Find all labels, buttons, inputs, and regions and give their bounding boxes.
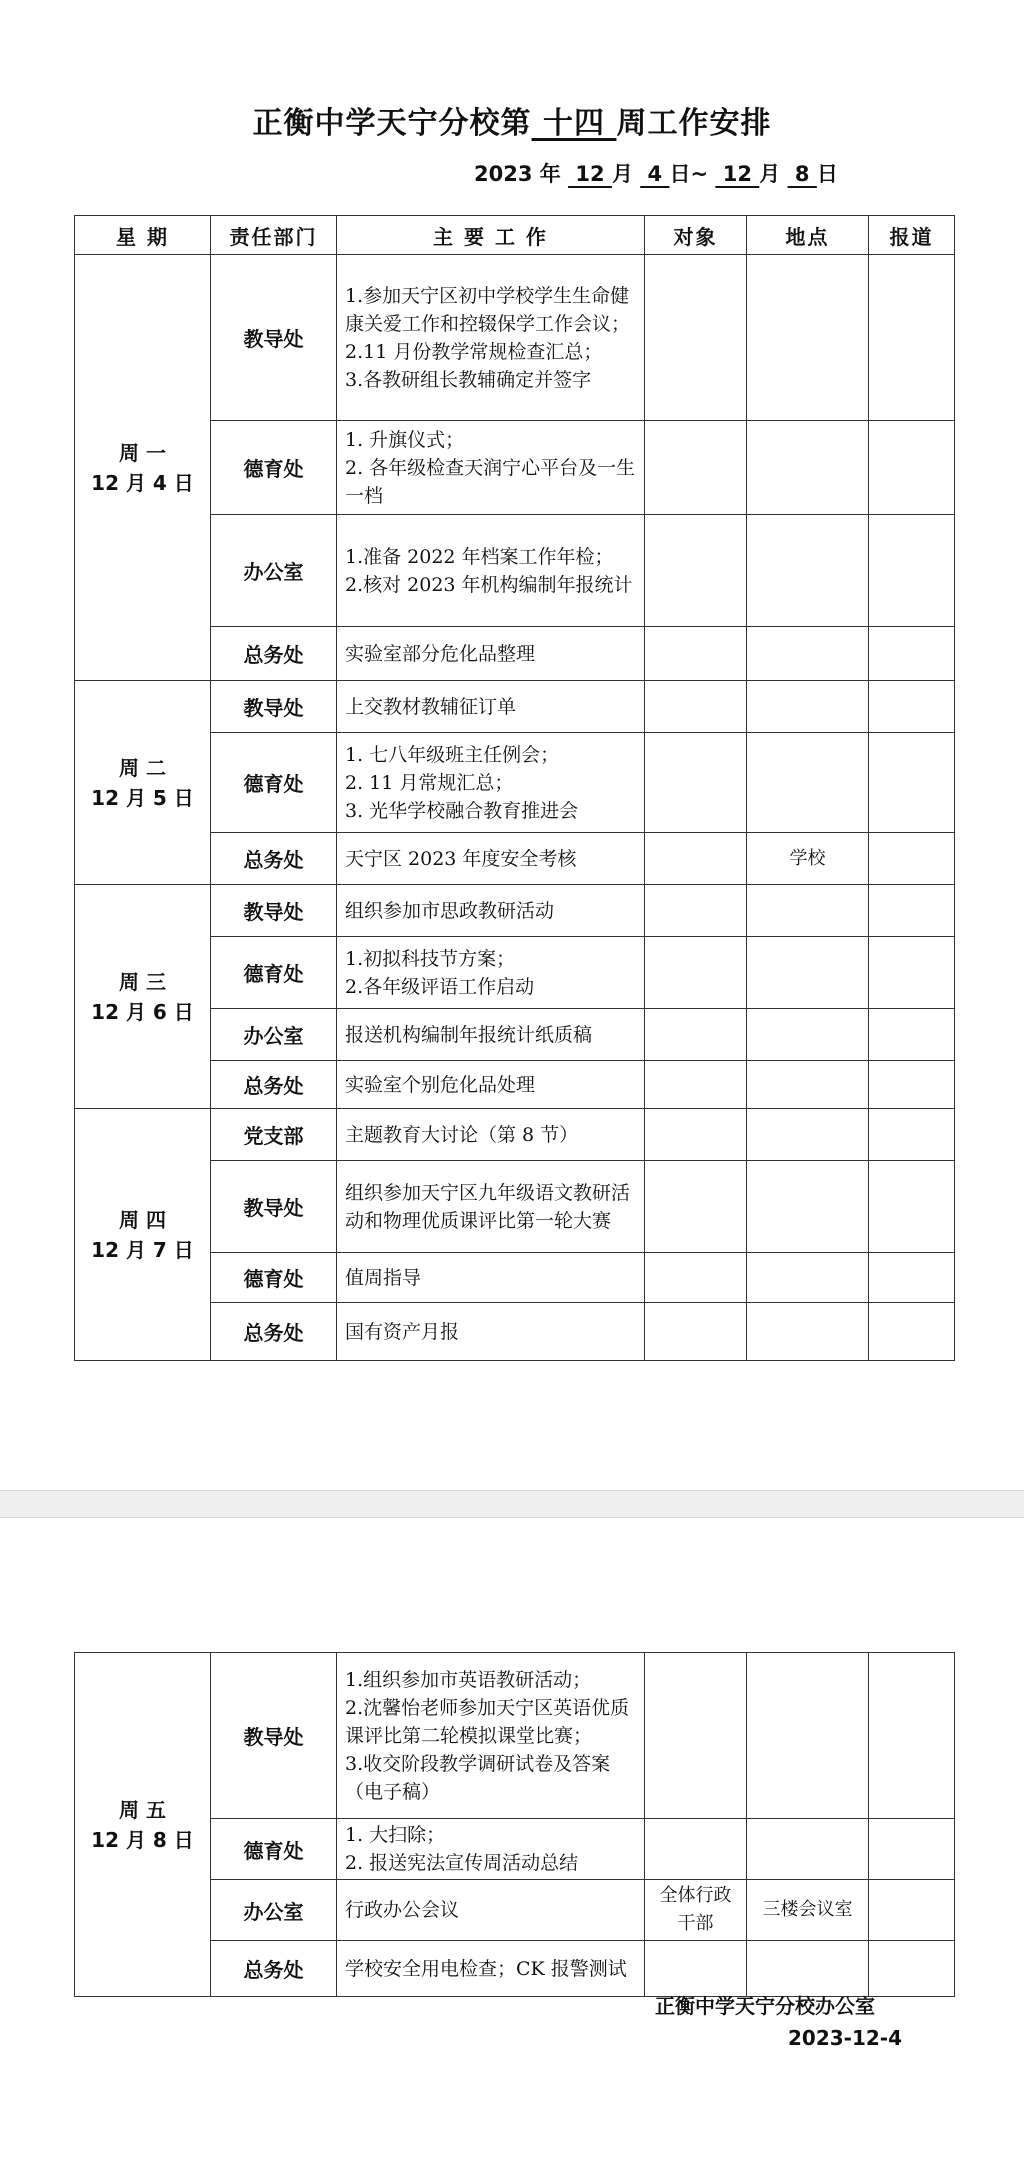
page-separator [0,1490,1024,1518]
issue-date: 2023-12-4 [788,2026,903,2050]
work-cell: 1. 大扫除； 2. 报送宪法宣传周活动总结 [337,1819,645,1880]
day-label: 周 一 12 月 4 日 [75,255,211,681]
report-cell [869,515,955,627]
work-cell: 天宁区 2023 年度安全考核 [337,833,645,885]
department-cell: 教导处 [211,681,337,733]
department-cell: 教导处 [211,1161,337,1253]
work-cell: 1.初拟科技节方案； 2.各年级评语工作启动 [337,937,645,1009]
place-cell [747,1109,869,1161]
table-row [75,255,955,421]
report-cell [869,1161,955,1253]
table-row [75,681,955,733]
day-label: 周 五 12 月 8 日 [75,1653,211,1997]
target-cell [645,421,747,515]
place-cell [747,1653,869,1819]
target-cell [645,733,747,833]
target-cell [645,1109,747,1161]
target-cell [645,515,747,627]
department-cell: 办公室 [211,1009,337,1061]
target-cell [645,937,747,1009]
date-range: 2023 年 12 月 4 日~ 12 月 8 日 [474,162,838,186]
day-label: 周 三 12 月 6 日 [75,885,211,1109]
work-cell: 1.组织参加市英语教研活动； 2.沈馨怡老师参加天宁区英语优质课评比第二轮模拟课堂比赛； 3.收交阶段教学调研试卷及答案（电子稿） [337,1653,645,1819]
target-cell [645,627,747,681]
report-cell [869,421,955,515]
target-cell [645,885,747,937]
day-label: 周 四 12 月 7 日 [75,1109,211,1361]
report-cell [869,1653,955,1819]
place-cell [747,515,869,627]
department-cell: 总务处 [211,1061,337,1109]
page-title [0,98,1024,142]
work-cell: 组织参加天宁区九年级语文教研活动和物理优质课评比第一轮大赛 [337,1161,645,1253]
col-header-place: 地点 [747,216,869,255]
department-cell: 教导处 [211,885,337,937]
place-cell [747,1009,869,1061]
work-cell: 实验室个别危化品处理 [337,1061,645,1109]
department-cell: 办公室 [211,515,337,627]
place-cell [747,255,869,421]
col-header-dept: 责任部门 [211,216,337,255]
target-cell [645,1009,747,1061]
col-header-work: 主 要 工 作 [337,216,645,255]
department-cell: 党支部 [211,1109,337,1161]
department-cell: 教导处 [211,255,337,421]
report-cell [869,1941,955,1997]
department-cell: 总务处 [211,833,337,885]
place-cell [747,1303,869,1361]
work-cell: 1. 升旗仪式； 2. 各年级检查天润宁心平台及一生一档 [337,421,645,515]
department-cell: 总务处 [211,1303,337,1361]
department-cell: 德育处 [211,733,337,833]
place-cell: 学校 [747,833,869,885]
title-suffix: 周工作安排 [616,106,772,141]
target-cell: 全体行政 干部 [645,1880,747,1941]
department-cell: 办公室 [211,1880,337,1941]
place-cell [747,885,869,937]
report-cell [869,1109,955,1161]
target-cell [645,681,747,733]
col-header-report: 报道 [869,216,955,255]
report-cell [869,1880,955,1941]
work-cell: 国有资产月报 [337,1303,645,1361]
table-header-row [75,216,955,255]
work-cell: 1.准备 2022 年档案工作年检； 2.核对 2023 年机构编制年报统计 [337,515,645,627]
target-cell [645,1819,747,1880]
place-cell [747,681,869,733]
schedule-table-continued [74,1652,955,1997]
report-cell [869,681,955,733]
target-cell [645,1303,747,1361]
title-prefix: 正衡中学天宁分校第 [252,106,532,141]
work-cell: 学校安全用电检查；CK 报警测试 [337,1941,645,1997]
place-cell [747,627,869,681]
report-cell [869,733,955,833]
report-cell [869,885,955,937]
work-cell: 主题教育大讨论（第 8 节） [337,1109,645,1161]
target-cell [645,1061,747,1109]
report-cell [869,937,955,1009]
department-cell: 总务处 [211,627,337,681]
report-cell [869,1061,955,1109]
work-cell: 实验室部分危化品整理 [337,627,645,681]
place-cell [747,1941,869,1997]
department-cell: 德育处 [211,1819,337,1880]
col-header-target: 对象 [645,216,747,255]
issuing-office: 正衡中学天宁分校办公室 [655,1994,875,2018]
work-cell: 上交教材教辅征订单 [337,681,645,733]
work-cell: 报送机构编制年报统计纸质稿 [337,1009,645,1061]
work-cell: 组织参加市思政教研活动 [337,885,645,937]
place-cell [747,937,869,1009]
department-cell: 教导处 [211,1653,337,1819]
table-row [75,885,955,937]
place-cell: 三楼会议室 [747,1880,869,1941]
report-cell [869,255,955,421]
place-cell [747,1161,869,1253]
target-cell [645,1253,747,1303]
report-cell [869,833,955,885]
target-cell [645,1941,747,1997]
place-cell [747,1253,869,1303]
col-header-day: 星 期 [75,216,211,255]
report-cell [869,1303,955,1361]
page-2 [0,1518,1024,2170]
table-row [75,1109,955,1161]
work-cell: 值周指导 [337,1253,645,1303]
table-row [75,1653,955,1819]
department-cell: 总务处 [211,1941,337,1997]
day-label: 周 二 12 月 5 日 [75,681,211,885]
place-cell [747,421,869,515]
work-cell: 1.参加天宁区初中学校学生生命健康关爱工作和控辍保学工作会议； 2.11 月份教学常规检查汇总； 3.各教研组长教辅确定并签字 [337,255,645,421]
place-cell [747,1819,869,1880]
title-week-number: 十四 [543,106,605,141]
department-cell: 德育处 [211,937,337,1009]
report-cell [869,1253,955,1303]
target-cell [645,1161,747,1253]
place-cell [747,733,869,833]
department-cell: 德育处 [211,421,337,515]
report-cell [869,1009,955,1061]
schedule-table [74,215,955,1361]
target-cell [645,833,747,885]
department-cell: 德育处 [211,1253,337,1303]
place-cell [747,1061,869,1109]
work-cell: 行政办公会议 [337,1880,645,1941]
report-cell [869,1819,955,1880]
target-cell [645,1653,747,1819]
target-cell [645,255,747,421]
report-cell [869,627,955,681]
work-cell: 1. 七八年级班主任例会； 2. 11 月常规汇总； 3. 光华学校融合教育推进会 [337,733,645,833]
